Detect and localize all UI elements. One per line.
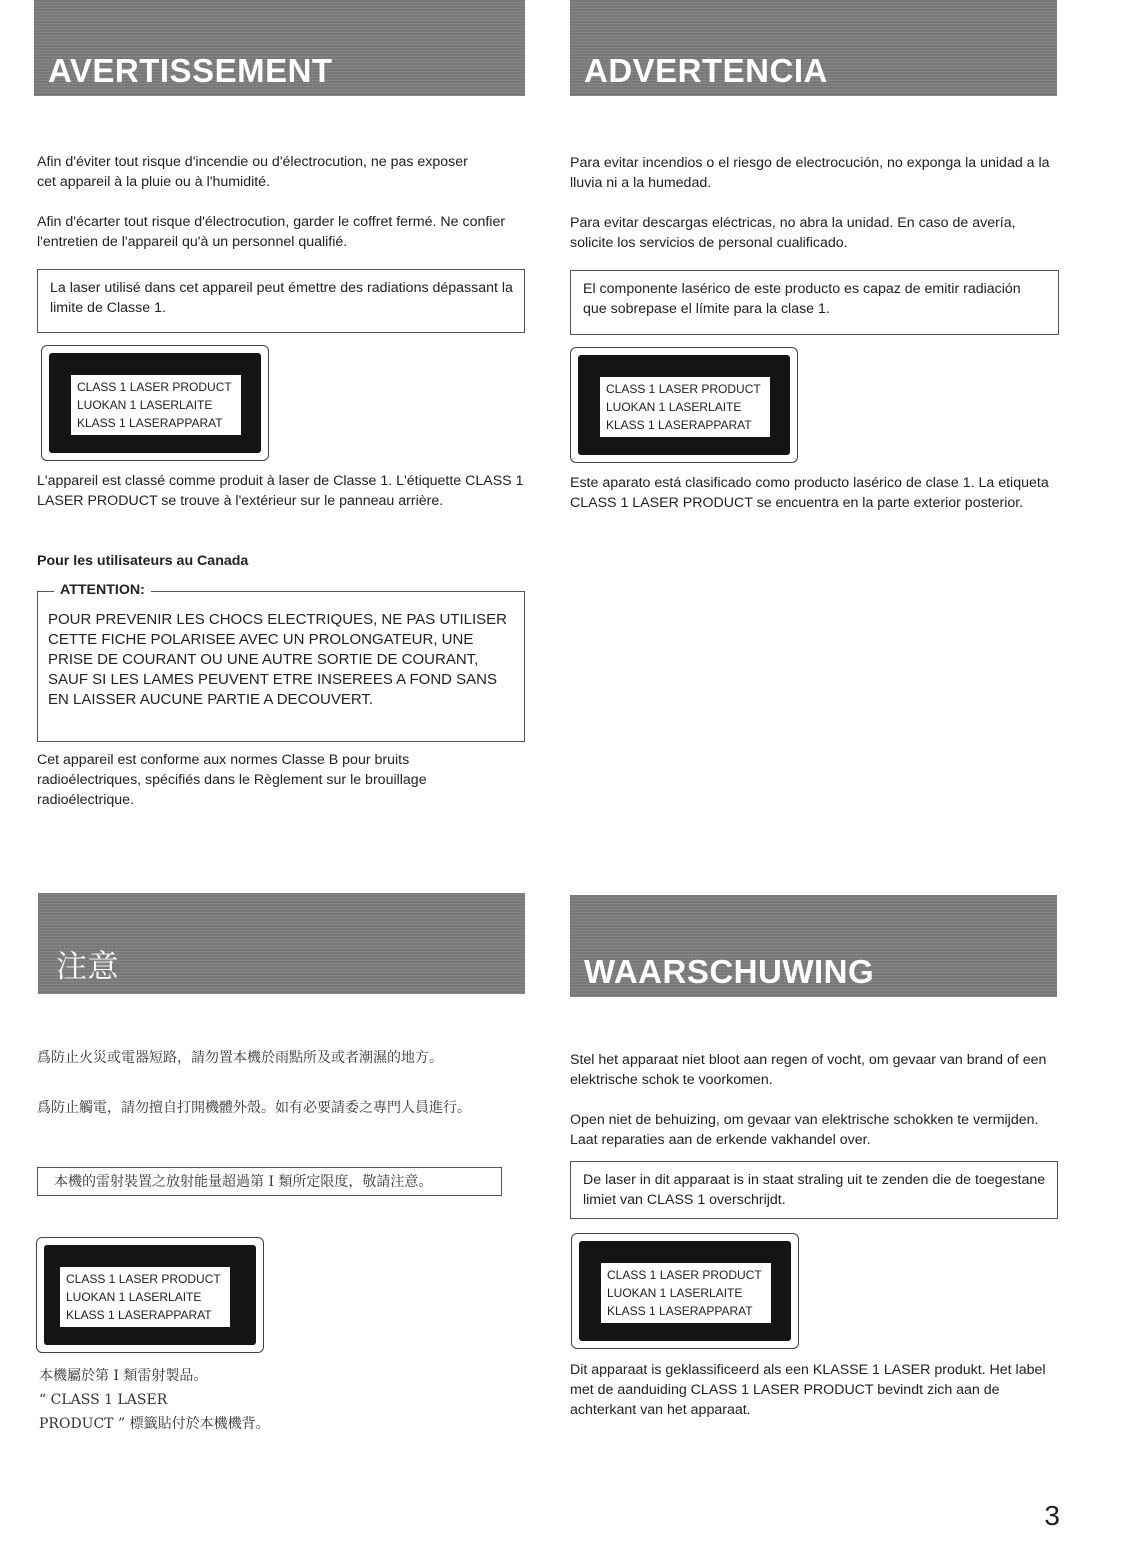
- laser-label-line-2: LUOKAN 1 LASERLAITE: [606, 400, 742, 414]
- fr-paragraph-2: Afin d'écarter tout risque d'électrocution, garder le coffret fermé. Ne confier l'entretien de l'appareil qu'à un personnel qualifié.: [37, 214, 506, 250]
- zh-banner: [38, 893, 525, 994]
- fr-laser-warning-text: La laser utilisé dans cet appareil peut émettre des radiations dépassant la limite de Classe 1.: [50, 280, 513, 316]
- zh-laser-warning-box: [37, 1167, 502, 1196]
- es-paragraph-1: Para evitar incendios o el riesgo de electrocución, no exponga la unidad a la lluvia ni a la humedad.: [570, 155, 1050, 191]
- es-laser-warning-text: El componente lasérico de este producto es capaz de emitir radiación que sobrepase el límite para la clase 1.: [583, 281, 1021, 317]
- laser-label-line-1: CLASS 1 LASER PRODUCT: [606, 382, 761, 396]
- laser-label-line-1: CLASS 1 LASER PRODUCT: [66, 1272, 221, 1286]
- fr-title: AVERTISSEMENT: [48, 52, 333, 89]
- es-laser-label: [570, 347, 798, 463]
- laser-label-line-3: KLASS 1 LASERAPPARAT: [606, 418, 752, 432]
- nl-title: WAARSCHUWING: [584, 953, 875, 990]
- fr-attention-text: POUR PREVENIR LES CHOCS ELECTRIQUES, NE PAS UTILISER CETTE FICHE POLARISEE AVEC UN PROLONGATEUR, UNE PRISE DE COURANT OU UNE AUTRE SORTIE DE COURANT, SAUF SI LES LAMES PEUVENT ETRE INSEREES A FOND SANS EN LAISSER AUCUNE PARTIE A DECOUVERT.: [48, 611, 507, 708]
- nl-paragraph-3: Dit apparaat is geklassificeerd als een KLASSE 1 LASER produkt. Het label met de aanduiding CLASS 1 LASER PRODUCT bevindt zich aan de achterkant van het apparaat.: [570, 1362, 1046, 1418]
- nl-laser-label: [571, 1233, 799, 1349]
- zh-paragraph-3: [39, 1364, 359, 1436]
- fr-paragraph-4: Cet appareil est conforme aux normes Classe B pour bruits radioélectriques, spécifiés dans le Règlement sur le brouillage radioélectrique.: [37, 752, 427, 808]
- laser-label-line-3: KLASS 1 LASERAPPARAT: [77, 416, 223, 430]
- es-paragraph-2: Para evitar descargas eléctricas, no abra la unidad. En caso de avería, solicite los servicios de personal cualificado.: [570, 215, 1016, 251]
- zh-title: 注意: [56, 949, 119, 985]
- es-paragraph-3: Este aparato está clasificado como producto lasérico de clase 1. La etiqueta CLASS 1 LASER PRODUCT se encuentra en la parte exterior posterior.: [570, 475, 1049, 511]
- zh-laser-warning-text: 本機的雷射裝置之放射能量超過第 I 類所定限度，敬請注意。: [54, 1174, 433, 1190]
- laser-label-line-3: KLASS 1 LASERAPPARAT: [66, 1308, 212, 1322]
- es-banner: [570, 0, 1057, 96]
- fr-attention-box: [37, 582, 525, 742]
- zh-paragraph-3-line-2: “ CLASS 1 LASER: [39, 1392, 168, 1408]
- es-laser-warning-box: [570, 270, 1059, 335]
- nl-laser-warning-text: De laser in dit apparaat is in staat straling uit te zenden die de toegestane limiet van CLASS 1 overschrijdt.: [583, 1172, 1046, 1208]
- es-title: ADVERTENCIA: [584, 52, 828, 89]
- laser-label-card: [601, 1263, 771, 1323]
- laser-label-card: [60, 1267, 230, 1327]
- fr-canada-heading: Pour les utilisateurs au Canada: [37, 553, 249, 569]
- fr-paragraph-1: Afin d'éviter tout risque d'incendie ou d'électrocution, ne pas exposer cet appareil à la pluie ou à l'humidité.: [37, 154, 468, 190]
- fr-laser-label: [41, 345, 269, 461]
- zh-paragraph-3-line-3: PRODUCT ” 標籤貼付於本機機背。: [39, 1416, 270, 1432]
- zh-laser-label: [36, 1237, 264, 1353]
- laser-label-line-2: LUOKAN 1 LASERLAITE: [66, 1290, 202, 1304]
- laser-label-card: [71, 375, 241, 435]
- zh-paragraph-1: 爲防止火災或電器短路，請勿置本機於雨點所及或者潮濕的地方。: [37, 1050, 443, 1066]
- nl-paragraph-2: Open niet de behuizing, om gevaar van elektrische schokken te vermijden. Laat reparaties aan de erkende vakhandel over.: [570, 1112, 1039, 1148]
- laser-label-line-3: KLASS 1 LASERAPPARAT: [607, 1304, 753, 1318]
- fr-banner: [34, 0, 525, 96]
- laser-label-line-1: CLASS 1 LASER PRODUCT: [607, 1268, 762, 1282]
- laser-label-card: [600, 377, 770, 437]
- laser-label-line-2: LUOKAN 1 LASERLAITE: [607, 1286, 743, 1300]
- fr-laser-warning-box: [37, 269, 525, 333]
- nl-paragraph-1: Stel het apparaat niet bloot aan regen of vocht, om gevaar van brand of een elektrische schok te voorkomen.: [570, 1052, 1047, 1088]
- zh-paragraph-2: 爲防止觸電，請勿擅自打開機體外殼。如有必要請委之專門人員進行。: [37, 1100, 471, 1116]
- nl-laser-warning-box: [570, 1161, 1058, 1219]
- fr-paragraph-3: L'appareil est classé comme produit à laser de Classe 1. L'étiquette CLASS 1 LASER PRODUCT se trouve à l'extérieur sur le panneau arrière.: [37, 473, 524, 509]
- page-number: 3: [1044, 1500, 1060, 1531]
- nl-banner: [570, 895, 1057, 997]
- zh-paragraph-3-line-1: 本機屬於第 I 類雷射製品。: [39, 1368, 208, 1384]
- laser-label-line-1: CLASS 1 LASER PRODUCT: [77, 380, 232, 394]
- laser-label-line-2: LUOKAN 1 LASERLAITE: [77, 398, 213, 412]
- fr-attention-label: ATTENTION:: [54, 580, 151, 600]
